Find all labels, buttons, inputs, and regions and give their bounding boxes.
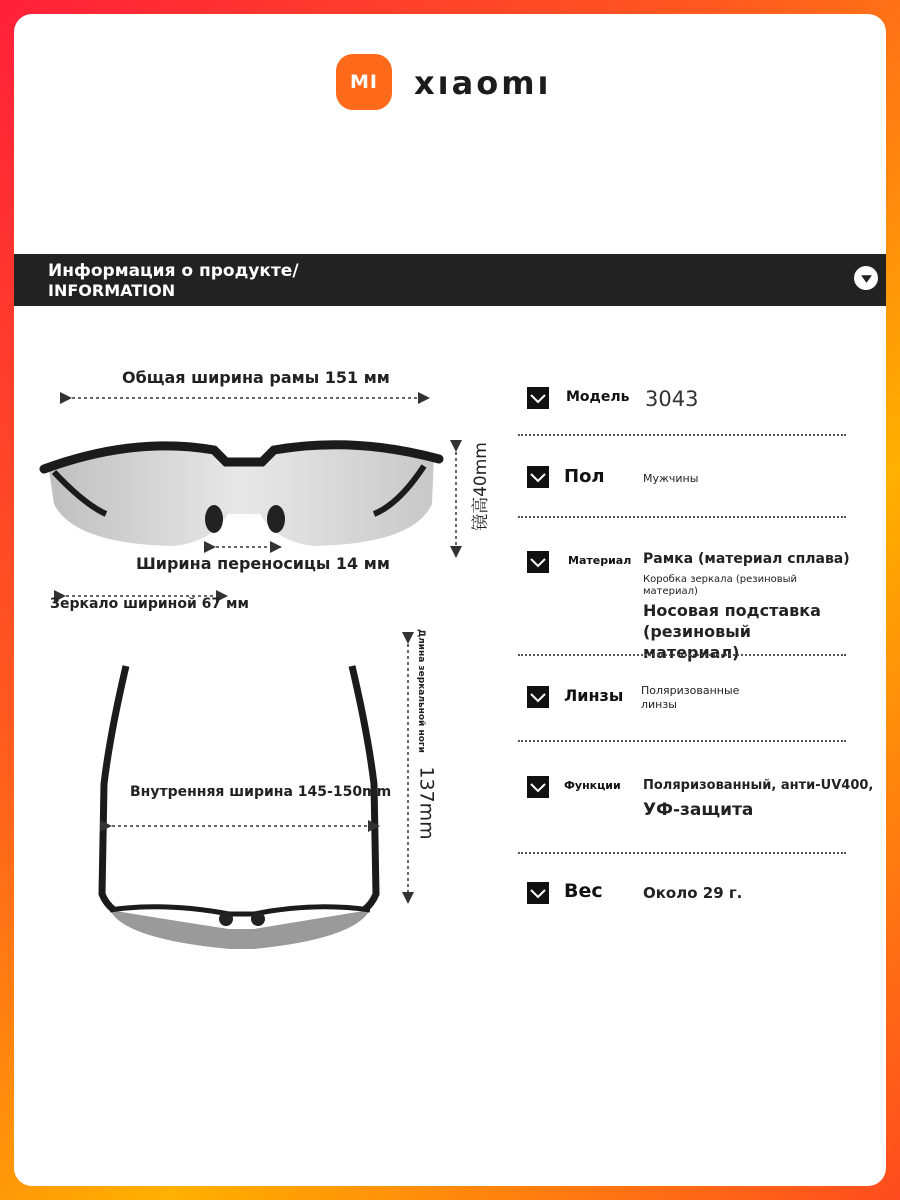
temple-length-label: Длина зеркальной ноги xyxy=(415,629,426,753)
glasses-diagram xyxy=(14,354,514,974)
spec-key-model: Модель xyxy=(566,389,630,405)
lens-width-label: Зеркало шириной 67 мм xyxy=(50,596,249,612)
spec-value-lenses: Поляризованные линзы xyxy=(641,684,740,711)
spec-key-material: Материал xyxy=(568,554,632,567)
product-card xyxy=(14,14,886,1186)
divider xyxy=(518,516,846,518)
spec-value-material-2: Коробка зеркала (резиновый материал) xyxy=(643,574,798,597)
checkmark-icon xyxy=(527,387,549,409)
checkmark-icon xyxy=(527,551,549,573)
xiaomi-logo-icon: MI xyxy=(336,54,392,110)
spec-key-lenses: Линзы xyxy=(564,686,624,705)
brand-name: xıaomı xyxy=(414,64,552,102)
spec-value-weight: Около 29 г. xyxy=(643,884,743,902)
info-banner xyxy=(14,254,886,306)
checkmark-icon xyxy=(527,466,549,488)
chevron-down-icon[interactable] xyxy=(854,266,878,290)
divider xyxy=(518,852,846,854)
spec-value-functions-2: УФ-защита xyxy=(643,800,754,820)
spec-key-gender: Пол xyxy=(564,466,605,487)
inner-width-label: Внутренняя ширина 145-150mm xyxy=(130,784,392,800)
banner-title-ru: Информация о продукте/ xyxy=(48,261,299,281)
spec-value-material-3: Носовая подставка (резиновый материал) xyxy=(643,601,821,662)
divider xyxy=(518,434,846,436)
divider xyxy=(518,740,846,742)
checkmark-icon xyxy=(527,882,549,904)
spec-value-functions-1: Поляризованный, анти-UV400, xyxy=(643,778,874,793)
banner-title-en: INFORMATION xyxy=(48,281,176,300)
temple-length-value: 137mm xyxy=(415,766,438,840)
front-view-glasses xyxy=(44,444,439,546)
lens-height-label: 镜高40mm xyxy=(470,442,491,531)
spec-value-material-1: Рамка (материал сплава) xyxy=(643,551,850,567)
frame-width-label: Общая ширина рамы 151 мм xyxy=(122,368,390,387)
bridge-width-label: Ширина переносицы 14 мм xyxy=(136,554,390,573)
top-view-glasses xyxy=(102,666,376,949)
spec-value-model: 3043 xyxy=(645,387,699,411)
divider xyxy=(518,654,846,656)
spec-key-functions: Функции xyxy=(564,779,621,792)
spec-value-gender: Мужчины xyxy=(643,472,699,485)
spec-key-weight: Вес xyxy=(564,880,603,902)
checkmark-icon xyxy=(527,686,549,708)
checkmark-icon xyxy=(527,776,549,798)
